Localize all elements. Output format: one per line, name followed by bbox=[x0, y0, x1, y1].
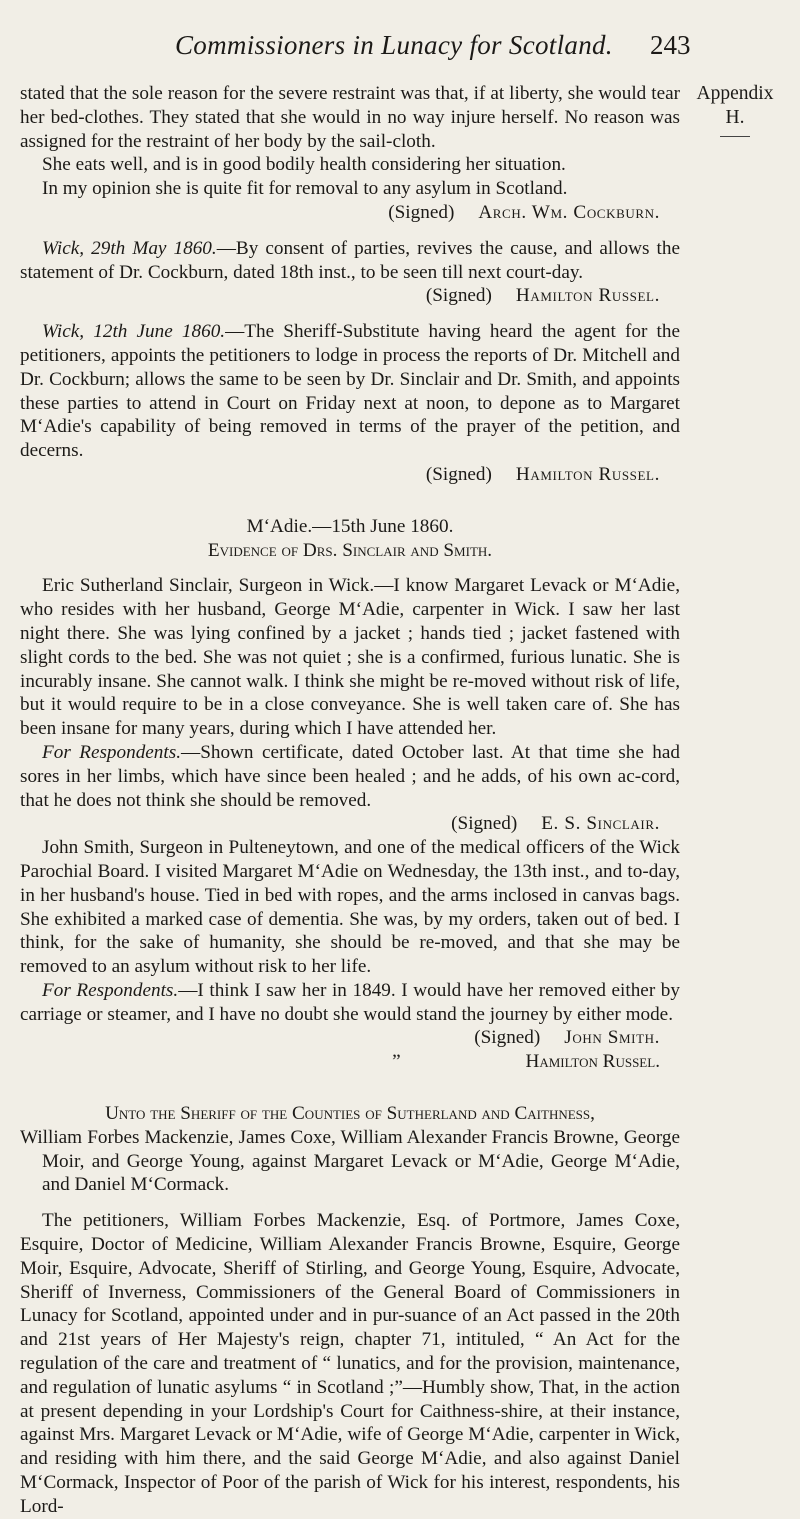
section-heading-sheriff: Unto the Sheriff of the Counties of Sutherland and Caithness, bbox=[105, 1103, 595, 1125]
signatory-name: Hamilton Russel. bbox=[515, 285, 660, 307]
signed-label: (Signed) bbox=[474, 1027, 541, 1049]
running-head: Commissioners in Lunacy for Scotland. bbox=[175, 30, 613, 60]
paragraph-petition: The petitioners, William Forbes Mackenzie, Esq. of Portmore, James Coxe, Esquire, Doctor of Medicine, William Alexander Francis Browne, Esquire, George Moir, Esquire, Advocate, Sheriff of Stirling, and George Young, Esquire, Advocate, Sheriff of Inverness, Commissioners of the General Board of Commissioners in Lunacy for Scotland, appointed under and in pur-suance of an Act passed in the 20th and 21st years of Her Majesty's reign, chapter 71, intituled, “ An Act for the regulation of the care and treatment of “ lunatics, and for the provision, maintenance, and regulation of lunatic asylums “ in Scotland ;”—Humbly show, That, in the action at present depending in your Lordship's Court for Caithness-shire, at their instance, against Mrs. Margaret Levack or M‘Adie, wife of George M‘Adie, carpenter in Wick, and residing with him there, and the said George M‘Adie, and also against Daniel M‘Cormack, Inspector of Poor of the parish of Wick for his interest, respondents, his Lord- bbox=[20, 1210, 680, 1517]
appendix-margin-note bbox=[680, 82, 790, 137]
signed-label: (Signed) bbox=[388, 201, 455, 223]
paragraph-lead: For Respondents. bbox=[42, 979, 179, 1001]
paragraph-wick-29-may bbox=[20, 237, 680, 285]
signature-smith bbox=[20, 1026, 680, 1050]
signed-label: (Signed) bbox=[451, 813, 518, 835]
signature-russel-1 bbox=[20, 284, 680, 308]
paragraph-lead: For Respondents. bbox=[42, 741, 182, 763]
signature-cockburn bbox=[20, 201, 680, 225]
paragraph-sinclair-evidence: Eric Sutherland Sinclair, Surgeon in Wick.—I know Margaret Levack or M‘Adie, who resides with her husband, George M‘Adie, carpenter in Wick. I saw her last night there. She was lying confined by a jacket ; hands tied ; jacket fastened with slight cords to the bed. She was not quiet ; she is a confirmed, furious lunatic. She is incurably insane. She cannot walk. I think she might be re-moved without risk of life, but it would require to be in a close conveyance. She is well taken care of. She has been insane for many years, during which I have attended her. bbox=[20, 575, 680, 740]
signed-label: (Signed) bbox=[425, 463, 492, 485]
signature-russel-3 bbox=[20, 1050, 680, 1074]
margin-rule bbox=[720, 136, 750, 137]
paragraph-text: —By consent of parties, revives the cause, and allows the statement of Dr. Cockburn, dated 18th inst., to be seen till next court-day. bbox=[20, 237, 680, 283]
paragraph-lead: Wick, 12th June 1860. bbox=[42, 321, 226, 343]
signatory-name: Hamilton Russel. bbox=[515, 463, 660, 485]
signatory-name: Arch. Wm. Cockburn. bbox=[478, 201, 660, 223]
section-heading-date: M‘Adie.—15th June 1860. bbox=[246, 515, 454, 537]
appendix-label: Appendix bbox=[696, 83, 774, 104]
document-body bbox=[20, 82, 680, 1519]
paragraph-smith-evidence: John Smith, Surgeon in Pulteneytown, and one of the medical officers of the Wick Parochial Board. I visited Margaret M‘Adie on Wednesday, the 13th inst., and to-day, in her husband's house. Tied in bed with ropes, and the arms inclosed in canvas bags. She exhibited a marked case of dementia. She was, by my orders, taken out of bed. I think, for the sake of humanity, she should be re-moved, and that she may be removed to an asylum without risk to her life. bbox=[20, 837, 680, 978]
paragraph-opinion: In my opinion she is quite fit for removal to any asylum in Scotland. bbox=[42, 178, 568, 200]
appendix-letter: H. bbox=[725, 107, 745, 128]
page-header bbox=[0, 30, 800, 70]
paragraph-text: —I think I saw her in 1849. I would have her removed either by carriage or steamer, and I have no doubt she would stand the journey by either mode. bbox=[20, 979, 680, 1025]
signed-label: (Signed) bbox=[425, 285, 492, 307]
paragraph-sinclair-respondents bbox=[20, 741, 680, 812]
ditto-mark: ” bbox=[392, 1051, 401, 1073]
paragraph-restraint: stated that the sole reason for the severe restraint was that, if at liberty, she would tear her bed-clothes. They stated that she would in no way injure herself. No reason was assigned for the restraint of her body by the sail-cloth. bbox=[20, 83, 680, 152]
signatory-name: E. S. Sinclair. bbox=[541, 813, 660, 835]
section-heading-evidence: Evidence of Drs. Sinclair and Smith. bbox=[207, 539, 493, 561]
paragraph-smith-respondents bbox=[20, 979, 680, 1027]
paragraph-health: She eats well, and is in good bodily health considering her situation. bbox=[42, 154, 566, 176]
signature-russel-2 bbox=[20, 463, 680, 487]
signatory-name: John Smith. bbox=[564, 1027, 660, 1049]
paragraph-parties: William Forbes Mackenzie, James Coxe, William Alexander Francis Browne, George Moir, and George Young, against Margaret Levack or M‘Adie, George M‘Adie, and Daniel M‘Cormack. bbox=[20, 1126, 680, 1196]
signatory-name: Hamilton Russel. bbox=[525, 1051, 660, 1073]
paragraph-text: —Shown certificate, dated October last. At that time she had sores in her limbs, which have since been healed ; and he adds, of his own ac-cord, that he does not think she should be removed. bbox=[20, 741, 680, 811]
signature-sinclair bbox=[20, 812, 680, 836]
paragraph-text: —The Sheriff-Substitute having heard the agent for the petitioners, appoints the petitioners to lodge in process the reports of Dr. Mitchell and Dr. Cockburn; allows the same to be seen by Dr. Sinclair and Dr. Smith, and appoints these parties to attend in Court on Friday next at noon, to depone as to Margaret M‘Adie's capability of being removed in terms of the prayer of the petition, and decerns. bbox=[20, 321, 680, 462]
page-number: 243 bbox=[650, 30, 691, 60]
paragraph-wick-12-june bbox=[20, 320, 680, 463]
paragraph-lead: Wick, 29th May 1860. bbox=[42, 237, 217, 259]
